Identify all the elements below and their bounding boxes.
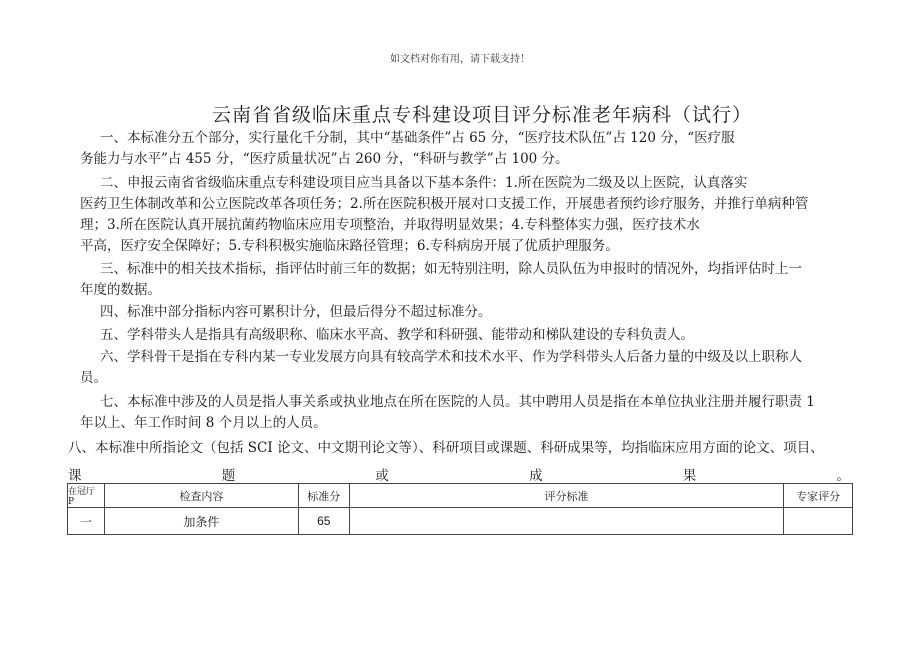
table-cell-expert-score: [784, 508, 853, 535]
paragraph-2-line-1: 二、申报云南省省级临床重点专科建设项目应当具备以下基本条件：1.所在医院为二级及以上医院，认真落实: [100, 175, 748, 191]
paragraph-1-line-2: 务能力与水平”占 455 分，“医疗质量状况”占 260 分，“科研与教学”占 100 分。: [80, 151, 569, 167]
table-cell-index: 一: [68, 508, 105, 535]
justified-word: 果: [682, 468, 697, 484]
justified-word: 课: [68, 468, 82, 484]
table-cell-criteria: [349, 508, 784, 535]
column-header-content: 检查内容: [104, 484, 298, 508]
scoring-table: [67, 483, 853, 535]
justified-word: 。: [836, 468, 850, 484]
header-note: 如文档对你有用，请下载支持！: [390, 54, 530, 65]
column-header-standard-score: 标准分: [298, 484, 349, 508]
paragraph-5-line-1: 五、学科带头人是指具有高级职称、临床水平高、教学和科研强、能带动和梯队建设的专科负责人。: [100, 327, 694, 343]
paragraph-8-line-1: 八、本标准中所指论文（包括 SCI 论文、中文期刊论文等）、科研项目或课题、科研成果等，均指临床应用方面的论文、项目、: [68, 440, 824, 456]
column-header-criteria: 评分标准: [349, 484, 784, 508]
column-header-index: 在冠厅 P: [68, 484, 105, 508]
paragraph-3-line-2: 年度的数据。: [80, 282, 161, 298]
paragraph-7-line-1: 七、本标准中涉及的人员是指人事关系或执业地点在所在医院的人员。其中聘用人员是指在本单位执业注册并履行职责 1: [100, 394, 815, 410]
column-header-expert-score: 专家评分: [784, 484, 853, 508]
table-row: [68, 508, 853, 535]
paragraph-6-line-1: 六、学科骨干是指在专科内某一专业发展方向具有较高学术和技术水平、作为学科带头人后备力量的中级及以上职称人: [100, 349, 802, 365]
document-title: 云南省省级临床重点专科建设项目评分标准老年病科（试行）: [212, 104, 753, 126]
justified-word: 或: [375, 468, 389, 484]
table-cell-content: 加条件: [104, 508, 298, 535]
paragraph-7-line-2: 年以上、年工作时间 8 个月以上的人员。: [80, 415, 327, 431]
table-cell-standard-score: 65: [298, 508, 349, 535]
justified-word: 成: [529, 468, 543, 484]
paragraph-2-line-3: 理；3.所在医院认真开展抗菌药物临床应用专项整治，并取得明显效果；4.专科整体实力强，医疗技术水: [80, 217, 700, 233]
paragraph-8-line-2: [68, 464, 850, 484]
paragraph-2-line-4: 平高，医疗安全保障好；5.专科积极实施临床路径管理；6.专科病房开展了优质护理服务。: [80, 238, 619, 254]
paragraph-2-line-2: 医药卫生体制改革和公立医院改革各项任务；2.所在医院积极开展对口支援工作，开展患者预约诊疗服务，并推行单病种管: [80, 196, 809, 212]
paragraph-3-line-1: 三、标准中的相关技术指标，指评估时前三年的数据；如无特别注明，除人员队伍为申报时的情况外，均指评估时上一: [100, 261, 802, 277]
table-header-row: [68, 484, 853, 508]
paragraph-1-line-1: 一、本标准分五个部分，实行量化千分制，其中“基础条件”占 65 分，“医疗技术队伍”占 120 分，“医疗服: [100, 130, 735, 146]
paragraph-4-line-1: 四、标准中部分指标内容可累积计分，但最后得分不超过标准分。: [100, 304, 492, 320]
justified-word: 题: [221, 468, 236, 484]
paragraph-6-line-2: 员。: [80, 370, 107, 386]
